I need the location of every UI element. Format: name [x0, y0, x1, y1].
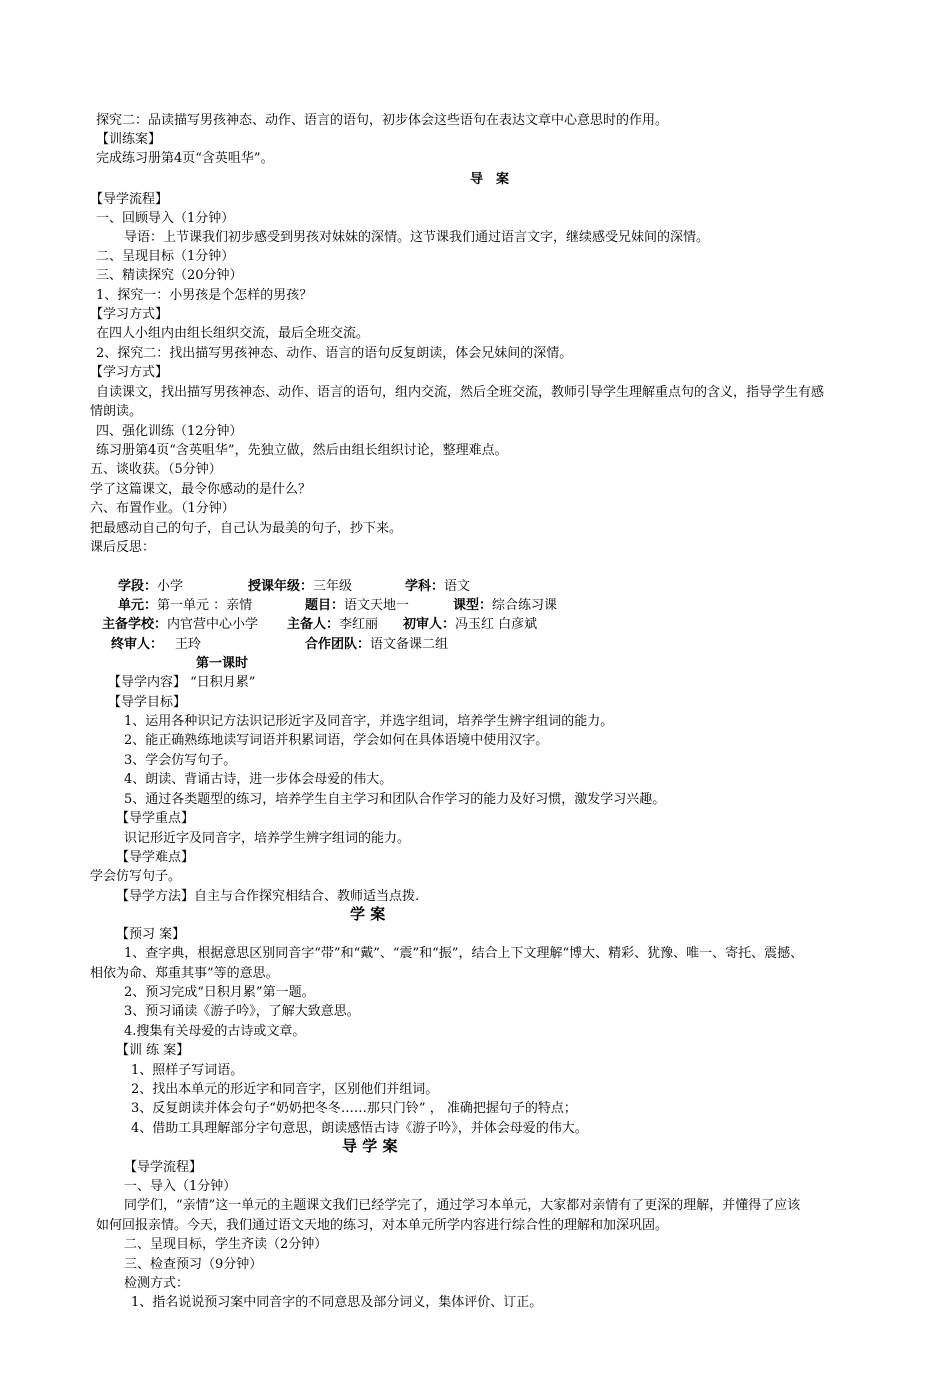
stage-value: 小学	[157, 579, 184, 594]
topic-label: 题目：	[305, 598, 345, 613]
info-row	[287, 615, 378, 634]
info-row	[118, 577, 183, 596]
text-line: 2、探究二：找出描写男孩神态、动作、语言的语句反复朗读，体会兄妹间的深情。	[96, 346, 573, 361]
info-row	[102, 615, 258, 634]
text-line: 六、布置作业。（1分钟）	[90, 501, 235, 516]
section-heading: 学 案	[350, 905, 386, 923]
info-row	[305, 596, 409, 615]
section-label: 【学习方式】	[90, 307, 169, 322]
text-line: 五、谈收获。（5分钟）	[90, 462, 222, 477]
text-line: 1、指名说说预习案中同音字的不同意思及部分词义，集体评价、订正。	[131, 1295, 543, 1310]
text-line: 四、强化训练（12分钟）	[96, 424, 243, 439]
info-row	[405, 577, 470, 596]
text-line: 把最感动自己的句子，自己认为最美的句子，抄下来。	[90, 521, 403, 536]
info-row	[118, 596, 252, 615]
school-value: 内官营中心小学	[167, 617, 259, 632]
text-line: 如何回报亲情。今天，我们通过语文天地的练习，对本单元所学内容进行综合性的理解和加深巩固。	[96, 1218, 669, 1233]
text-line: 4.搜集有关母爱的古诗或文章。	[124, 1024, 306, 1039]
topic-value: 语文天地一	[344, 598, 410, 613]
section-heading: 导 学 案	[342, 1137, 398, 1155]
text-line: 三、检查预习（9分钟）	[124, 1257, 263, 1272]
info-row	[111, 635, 201, 654]
section-label: 【导学流程】	[124, 1160, 203, 1175]
text-line: 同学们，“亲情”这一单元的主题课文我们已经学完了，通过学习本单元，大家都对亲情有了更深的理解，并懂得了应该	[124, 1198, 801, 1213]
school-label: 主备学校：	[102, 617, 168, 632]
text-line: 【导学方法】自主与合作探究相结合、教师适当点拨.	[116, 889, 420, 904]
info-row	[453, 596, 557, 615]
section-label: 【训练案】	[96, 132, 162, 147]
text-line: 自读课文，找出描写男孩神态、动作、语言的语句，组内交流，然后全班交流，教师引导学生理解重点句的含义，指导学生有感	[96, 385, 825, 400]
final-reviewer-value: 王玲	[175, 637, 202, 652]
preparer-label: 主备人：	[287, 617, 340, 632]
section-label: 【预习 案】	[116, 927, 186, 942]
info-row	[305, 635, 448, 654]
text-line: 学了这篇课文，最令你感动的是什么？	[90, 482, 312, 497]
text-line: 检测方式：	[124, 1276, 190, 1291]
text-line: 二、呈现目标，学生齐读（2分钟）	[124, 1237, 328, 1252]
section-label: 【导学重点】	[116, 811, 195, 826]
section-label: 【学习方式】	[90, 365, 169, 380]
grade-label: 授课年级：	[248, 579, 314, 594]
text-line: 在四人小组内由组长组织交流，最后全班交流。	[96, 326, 370, 341]
text-line: 4、朗读、背诵古诗，进一步体会母爱的伟大。	[124, 772, 393, 787]
lesson-heading: 第一课时	[196, 656, 249, 671]
unit-value: 第一单元 ：亲情	[157, 598, 253, 613]
team-label: 合作团队：	[305, 637, 371, 652]
text-line: 1、查字典，根据意思区别同音字“带”和“戴”、“震”和“振”，结合上下文理解“博大、精彩、犹豫、唯一、寄托、震撼、	[124, 946, 804, 961]
text-line: 【导学内容】 “日积月累”	[108, 675, 256, 690]
text-line: 3、预习诵读《游子吟》，了解大致意思。	[124, 1004, 360, 1019]
grade-value: 三年级	[313, 579, 353, 594]
text-line: 5、通过各类题型的练习，培养学生自主学习和团队合作学习的能力及好习惯，激发学习兴趣。	[124, 792, 666, 807]
text-line: 探究二：品读描写男孩神态、动作、语言的语句，初步体会这些语句在表达文章中心意思时的作用。	[96, 113, 669, 128]
reviewer-label: 初审人：	[403, 617, 456, 632]
text-line: 情朗读。	[90, 404, 143, 419]
text-line: 练习册第4页“含英咀华”，先独立做，然后由组长组织讨论，整理难点。	[96, 443, 508, 458]
team-value: 语文备课二组	[370, 637, 449, 652]
text-line: 3、学会仿写句子。	[124, 753, 237, 768]
text-line: 学会仿写句子。	[90, 869, 182, 884]
text-line: 识记形近字及同音字，培养学生辨字组词的能力。	[124, 831, 411, 846]
text-line: 4、借助工具理解部分字句意思，朗读感悟古诗《游子吟》，并体会母爱的伟大。	[131, 1121, 588, 1136]
text-line: 课后反思：	[90, 540, 156, 555]
section-label: 【训 练 案】	[116, 1043, 190, 1058]
preparer-value: 李红丽	[339, 617, 379, 632]
section-label: 【导学难点】	[116, 850, 195, 865]
text-line: 一、导入（1分钟）	[124, 1179, 237, 1194]
text-line: 2、能正确熟练地读写词语并积累词语，学会如何在具体语境中使用汉字。	[124, 733, 549, 748]
text-line: 2、找出本单元的形近字和同音字，区别他们并组词。	[131, 1082, 439, 1097]
text-line: 1、照样子写词语。	[131, 1063, 244, 1078]
unit-label: 单元：	[118, 598, 158, 613]
type-label: 课型：	[453, 598, 493, 613]
stage-label: 学段：	[118, 579, 158, 594]
text-line: 导语：上节课我们初步感受到男孩对妹妹的深情。这节课我们通过语言文字，继续感受兄妹间的深情。	[124, 230, 710, 245]
text-line: 三、精读探究（20分钟）	[96, 268, 243, 283]
text-line: 一、回顾导入（1分钟）	[96, 211, 235, 226]
info-row	[403, 615, 537, 634]
section-heading: 导 案	[470, 172, 510, 187]
reviewer-value: 冯玉红 白彦斌	[455, 617, 538, 632]
text-line: 二、呈现目标（1分钟）	[96, 249, 235, 264]
text-line: 2、预习完成“日积月累”第一题。	[124, 985, 315, 1000]
text-line: 3、反复朗读并体会句子“奶奶把冬冬……那只门铃” ， 准确把握句子的特点；	[131, 1101, 577, 1116]
final-reviewer-label: 终审人：	[111, 637, 164, 652]
text-line: 1、探究一：小男孩是个怎样的男孩？	[96, 288, 313, 303]
type-value: 综合练习课	[492, 598, 558, 613]
text-line: 完成练习册第4页“含英咀华”。	[96, 151, 274, 166]
info-row	[248, 577, 352, 596]
section-label: 【导学目标】	[108, 695, 187, 710]
text-line: 1、运用各种识记方法识记形近字及同音字，并选字组词，培养学生辨字组词的能力。	[124, 714, 614, 729]
section-label: 【导学流程】	[90, 192, 169, 207]
subject-label: 学科：	[405, 579, 445, 594]
text-line: 相依为命、郑重其事”等的意思。	[90, 966, 279, 981]
subject-value: 语文	[444, 579, 471, 594]
